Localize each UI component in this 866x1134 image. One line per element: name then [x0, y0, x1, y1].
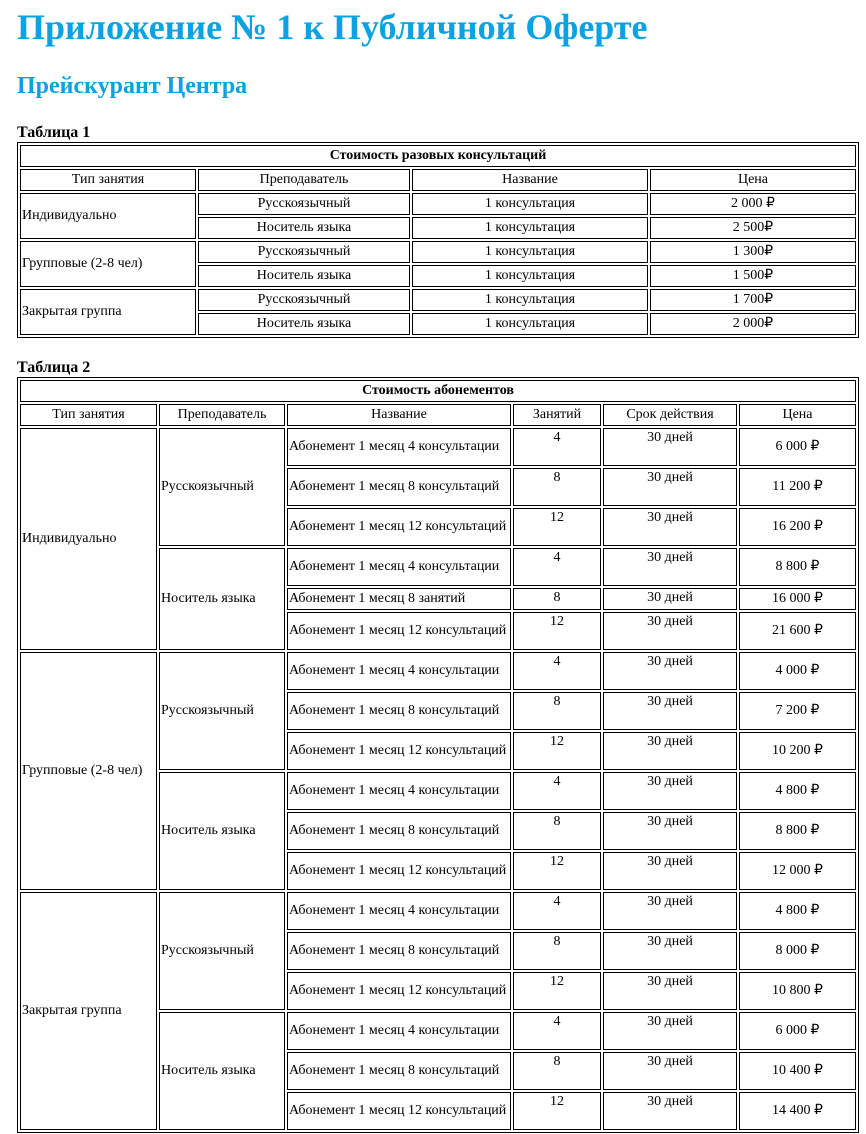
validity-term-cell: 30 дней — [603, 428, 737, 466]
price-cell: 14 400 ₽ — [739, 1092, 856, 1130]
price-cell: 1 500₽ — [650, 265, 856, 287]
lessons-count-cell: 8 — [513, 692, 601, 730]
table1-row — [20, 289, 856, 311]
table2-header-name: Название — [287, 404, 511, 426]
table1-title: Стоимость разовых консультаций — [20, 145, 856, 167]
table2-header-type: Тип занятия — [20, 404, 157, 426]
validity-term-cell: 30 дней — [603, 692, 737, 730]
validity-term-cell: 30 дней — [603, 932, 737, 970]
price-cell: 4 800 ₽ — [739, 892, 856, 930]
teacher-cell: Русскоязычный — [198, 193, 410, 215]
price-cell: 8 800 ₽ — [739, 548, 856, 586]
subscription-name-cell: Абонемент 1 месяц 12 консультаций — [287, 508, 511, 546]
price-cell: 8 800 ₽ — [739, 812, 856, 850]
price-cell: 2 000₽ — [650, 313, 856, 335]
page-title: Приложение № 1 к Публичной Оферте — [17, 7, 648, 47]
lessons-count-cell: 8 — [513, 1052, 601, 1090]
teacher-cell: Носитель языка — [159, 548, 285, 650]
validity-term-cell: 30 дней — [603, 972, 737, 1010]
lessons-count-cell: 12 — [513, 732, 601, 770]
subscription-name-cell: Абонемент 1 месяц 12 консультаций — [287, 852, 511, 890]
subscription-name-cell: Абонемент 1 месяц 4 консультации — [287, 892, 511, 930]
table2-header-teacher: Преподаватель — [159, 404, 285, 426]
table2-row — [20, 428, 856, 466]
name-cell: 1 консультация — [412, 241, 648, 263]
lessons-count-cell: 4 — [513, 892, 601, 930]
price-cell: 2 000 ₽ — [650, 193, 856, 215]
teacher-cell: Русскоязычный — [198, 289, 410, 311]
teacher-cell: Носитель языка — [159, 772, 285, 890]
name-cell: 1 консультация — [412, 313, 648, 335]
validity-term-cell: 30 дней — [603, 548, 737, 586]
teacher-cell: Русскоязычный — [159, 652, 285, 770]
price-cell: 6 000 ₽ — [739, 1012, 856, 1050]
lessons-count-cell: 8 — [513, 812, 601, 850]
table1-body — [20, 193, 856, 335]
teacher-cell: Русскоязычный — [159, 892, 285, 1010]
validity-term-cell: 30 дней — [603, 1052, 737, 1090]
subscription-name-cell: Абонемент 1 месяц 8 консультаций — [287, 1052, 511, 1090]
lesson-type-cell: Групповые (2-8 чел) — [20, 652, 157, 890]
subscription-name-cell: Абонемент 1 месяц 4 консультации — [287, 548, 511, 586]
subscription-name-cell: Абонемент 1 месяц 8 занятий — [287, 588, 511, 610]
validity-term-cell: 30 дней — [603, 1092, 737, 1130]
table1-header-price: Цена — [650, 169, 856, 191]
price-cell: 2 500₽ — [650, 217, 856, 239]
validity-term-cell: 30 дней — [603, 588, 737, 610]
lessons-count-cell: 4 — [513, 772, 601, 810]
subscription-name-cell: Абонемент 1 месяц 12 консультаций — [287, 1092, 511, 1130]
lessons-count-cell: 12 — [513, 972, 601, 1010]
lessons-count-cell: 12 — [513, 508, 601, 546]
lessons-count-cell: 4 — [513, 652, 601, 690]
table1-row — [20, 241, 856, 263]
table1-header-name: Название — [412, 169, 648, 191]
name-cell: 1 консультация — [412, 289, 648, 311]
validity-term-cell: 30 дней — [603, 892, 737, 930]
subscription-name-cell: Абонемент 1 месяц 4 консультации — [287, 772, 511, 810]
price-cell: 16 000 ₽ — [739, 588, 856, 610]
table1-row — [20, 193, 856, 215]
validity-term-cell: 30 дней — [603, 772, 737, 810]
teacher-cell: Носитель языка — [159, 1012, 285, 1130]
name-cell: 1 консультация — [412, 265, 648, 287]
validity-term-cell: 30 дней — [603, 508, 737, 546]
lessons-count-cell: 4 — [513, 548, 601, 586]
validity-term-cell: 30 дней — [603, 1012, 737, 1050]
validity-term-cell: 30 дней — [603, 812, 737, 850]
page-subtitle: Прейскурант Центра — [17, 73, 248, 99]
subscription-name-cell: Абонемент 1 месяц 8 консультаций — [287, 468, 511, 506]
price-cell: 10 200 ₽ — [739, 732, 856, 770]
lessons-count-cell: 4 — [513, 428, 601, 466]
lesson-type-cell: Индивидуально — [20, 428, 157, 650]
price-cell: 4 000 ₽ — [739, 652, 856, 690]
validity-term-cell: 30 дней — [603, 612, 737, 650]
subscription-name-cell: Абонемент 1 месяц 12 консультаций — [287, 972, 511, 1010]
validity-term-cell: 30 дней — [603, 652, 737, 690]
validity-term-cell: 30 дней — [603, 468, 737, 506]
lessons-count-cell: 4 — [513, 1012, 601, 1050]
table2-title: Стоимость абонементов — [20, 380, 856, 402]
table1-caption: Таблица 1 — [17, 124, 91, 141]
table2-row — [20, 652, 856, 690]
subscription-name-cell: Абонемент 1 месяц 4 консультации — [287, 428, 511, 466]
lessons-count-cell: 8 — [513, 588, 601, 610]
teacher-cell: Носитель языка — [198, 217, 410, 239]
lessons-count-cell: 12 — [513, 612, 601, 650]
price-cell: 1 300₽ — [650, 241, 856, 263]
subscription-name-cell: Абонемент 1 месяц 4 консультации — [287, 652, 511, 690]
price-cell: 16 200 ₽ — [739, 508, 856, 546]
price-cell: 4 800 ₽ — [739, 772, 856, 810]
name-cell: 1 консультация — [412, 193, 648, 215]
price-cell: 21 600 ₽ — [739, 612, 856, 650]
table2-header-price: Цена — [739, 404, 856, 426]
name-cell: 1 консультация — [412, 217, 648, 239]
subscription-name-cell: Абонемент 1 месяц 12 консультаций — [287, 612, 511, 650]
price-cell: 10 800 ₽ — [739, 972, 856, 1010]
subscription-name-cell: Абонемент 1 месяц 8 консультаций — [287, 932, 511, 970]
price-cell: 10 400 ₽ — [739, 1052, 856, 1090]
table2-header-count: Занятий — [513, 404, 601, 426]
lessons-count-cell: 12 — [513, 852, 601, 890]
lesson-type-cell: Закрытая группа — [20, 289, 196, 335]
lesson-type-cell: Закрытая группа — [20, 892, 157, 1130]
price-cell: 7 200 ₽ — [739, 692, 856, 730]
table2-body — [20, 428, 856, 1130]
price-cell: 1 700₽ — [650, 289, 856, 311]
validity-term-cell: 30 дней — [603, 852, 737, 890]
lessons-count-cell: 8 — [513, 468, 601, 506]
lesson-type-cell: Индивидуально — [20, 193, 196, 239]
subscription-name-cell: Абонемент 1 месяц 8 консультаций — [287, 692, 511, 730]
teacher-cell: Носитель языка — [198, 265, 410, 287]
lessons-count-cell: 8 — [513, 932, 601, 970]
price-cell: 8 000 ₽ — [739, 932, 856, 970]
lesson-type-cell: Групповые (2-8 чел) — [20, 241, 196, 287]
teacher-cell: Русскоязычный — [159, 428, 285, 546]
price-cell: 12 000 ₽ — [739, 852, 856, 890]
table2-row — [20, 892, 856, 930]
lessons-count-cell: 12 — [513, 1092, 601, 1130]
price-cell: 6 000 ₽ — [739, 428, 856, 466]
table2-caption: Таблица 2 — [17, 359, 91, 376]
subscriptions-table — [17, 377, 859, 1133]
price-cell: 11 200 ₽ — [739, 468, 856, 506]
subscription-name-cell: Абонемент 1 месяц 4 консультации — [287, 1012, 511, 1050]
table2-header-term: Срок действия — [603, 404, 737, 426]
teacher-cell: Носитель языка — [198, 313, 410, 335]
subscription-name-cell: Абонемент 1 месяц 8 консультаций — [287, 812, 511, 850]
validity-term-cell: 30 дней — [603, 732, 737, 770]
table1-header-teacher: Преподаватель — [198, 169, 410, 191]
subscription-name-cell: Абонемент 1 месяц 12 консультаций — [287, 732, 511, 770]
single-consultations-table — [17, 142, 859, 338]
teacher-cell: Русскоязычный — [198, 241, 410, 263]
table1-header-type: Тип занятия — [20, 169, 196, 191]
